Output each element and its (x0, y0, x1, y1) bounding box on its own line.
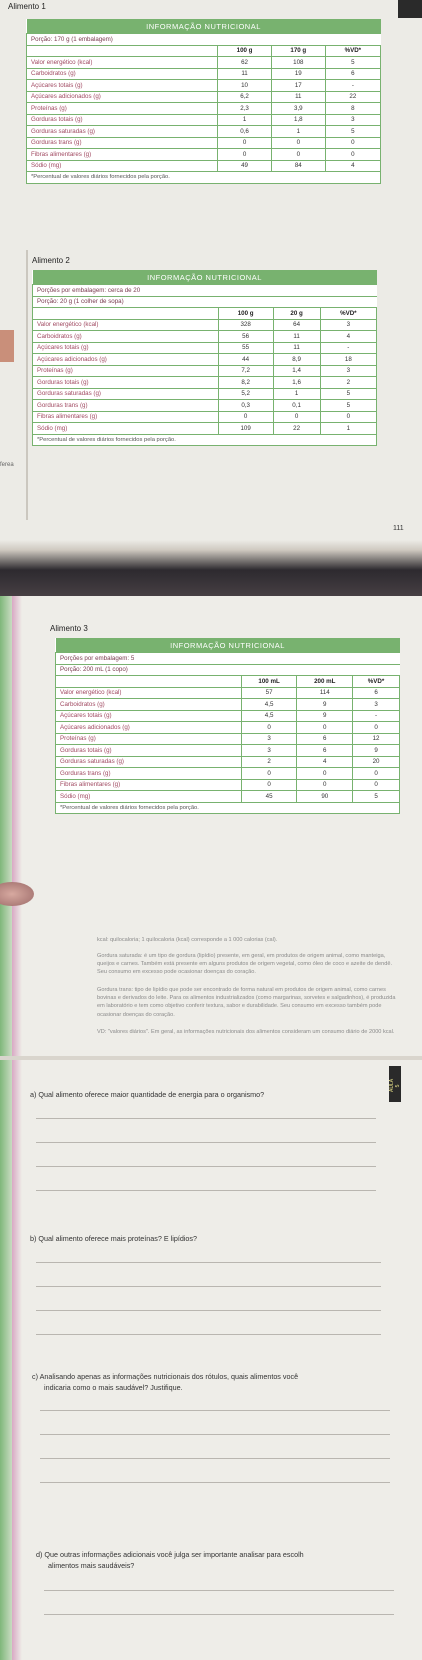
table-footnote-row (33, 434, 377, 446)
portion-info: Porção: 170 g (1 embalagem) (27, 34, 381, 46)
answer-line[interactable] (36, 1262, 381, 1263)
column-header: 100 g (218, 45, 272, 57)
nutrient-name: Proteínas (g) (27, 103, 218, 115)
value-per-100: 0 (241, 722, 297, 734)
nutrient-name: Gorduras totais (g) (56, 745, 242, 757)
table-row (33, 423, 377, 435)
daily-value-percent: 20 (353, 756, 400, 768)
table-row (33, 331, 377, 343)
value-per-100: 4,5 (241, 710, 297, 722)
table-header-row (56, 676, 400, 688)
nutrient-name: Fibras alimentares (g) (33, 411, 219, 423)
answer-line[interactable] (40, 1458, 390, 1459)
table-row (56, 710, 400, 722)
table-info-row (56, 664, 400, 676)
table-row (27, 126, 381, 138)
daily-value-percent: 5 (320, 400, 376, 412)
daily-value-percent: 3 (353, 699, 400, 711)
table-row (27, 68, 381, 80)
table-info-row (56, 653, 400, 665)
answer-line[interactable] (36, 1190, 376, 1191)
value-per-100: 2 (241, 756, 297, 768)
nutrient-name: Gorduras totais (g) (27, 114, 218, 126)
question-d-continued: alimentos mais saudáveis? (48, 1561, 135, 1570)
portion-info: Porções por embalagem: 5 (56, 653, 400, 665)
daily-value-percent: 6 (325, 68, 380, 80)
answer-line[interactable] (36, 1166, 376, 1167)
table-row (56, 791, 400, 803)
daily-value-percent: 1 (320, 423, 376, 435)
note-saturated-fat: Gordura saturada: é um tipo de gordura (lipídio) presente, em geral, em produtos de origem animal, como manteiga, queijos e carnes. Também está presente em alguns produtos de origem vegetal, como óleo de coco e azeite de dendê. Seu consumo em excesso pode ocasionar doenças do coração. (97, 953, 392, 976)
value-per-100: 109 (218, 423, 273, 435)
nutrient-name: Açúcares adicionados (g) (56, 722, 242, 734)
corner-tab (398, 0, 422, 18)
answer-line[interactable] (36, 1118, 376, 1119)
column-header: %VD* (325, 45, 380, 57)
table-footnote-row (27, 172, 381, 184)
value-per-portion: 1 (273, 388, 320, 400)
nutrient-name: Fibras alimentares (g) (56, 779, 242, 791)
food-2-label: Alimento 2 (32, 256, 70, 265)
value-per-portion: 11 (271, 91, 325, 103)
answer-line[interactable] (36, 1142, 376, 1143)
value-per-100: 328 (218, 319, 273, 331)
page-bottom (0, 596, 422, 1660)
nutrient-name: Açúcares adicionados (g) (27, 91, 218, 103)
value-per-portion: 0,1 (273, 400, 320, 412)
nutrient-name: Valor energético (kcal) (27, 57, 218, 69)
value-per-portion: 108 (271, 57, 325, 69)
daily-value-percent: 8 (325, 103, 380, 115)
daily-value-percent: 0 (325, 149, 380, 161)
value-per-portion: 11 (273, 331, 320, 343)
answer-line[interactable] (44, 1590, 394, 1591)
column-header: 100 mL (241, 676, 297, 688)
table-row (27, 160, 381, 172)
value-per-100: 57 (241, 687, 297, 699)
sticky-note-edge (0, 330, 14, 362)
portion-info: Porções por embalagem: cerca de 20 (33, 285, 377, 297)
value-per-100: 44 (218, 354, 273, 366)
value-per-portion: 9 (297, 710, 353, 722)
daily-value-percent: - (353, 710, 400, 722)
value-per-portion: 0 (273, 411, 320, 423)
table-row (56, 779, 400, 791)
nutrient-name: Proteínas (g) (56, 733, 242, 745)
column-header: 200 mL (297, 676, 353, 688)
value-per-portion: 0 (297, 779, 353, 791)
daily-value-percent: 5 (353, 791, 400, 803)
table-row (56, 722, 400, 734)
table-row (56, 768, 400, 780)
note-daily-values: VD: "valores diários". Em geral, as informações nutricionais dos alimentos consideram um consumo diário de 2000 kcal. (97, 1029, 395, 1035)
column-header: %VD* (320, 308, 376, 320)
table-row (27, 57, 381, 69)
nutrition-table-3 (55, 638, 400, 814)
daily-value-percent: 3 (325, 114, 380, 126)
nutrient-name: Carboidratos (g) (27, 68, 218, 80)
daily-value-percent: 5 (325, 126, 380, 138)
value-per-portion: 6 (297, 733, 353, 745)
table-row (33, 411, 377, 423)
daily-value-percent: 0 (353, 722, 400, 734)
column-header: 20 g (273, 308, 320, 320)
nutrient-name: Gorduras trans (g) (27, 137, 218, 149)
answer-line[interactable] (36, 1334, 381, 1335)
nutrient-name: Gorduras totais (g) (33, 377, 219, 389)
table-info-row (33, 296, 377, 308)
table-footnote: *Percentual de valores diários fornecidos pela porção. (56, 802, 400, 814)
nutrient-name: Açúcares totais (g) (33, 342, 219, 354)
page-top (0, 0, 422, 560)
daily-value-percent: - (325, 80, 380, 92)
nutrient-name: Sódio (mg) (27, 160, 218, 172)
column-header: %VD* (353, 676, 400, 688)
lesson-side-tab-label: AULA 5 (389, 1078, 401, 1092)
table-row (56, 699, 400, 711)
value-per-portion: 17 (271, 80, 325, 92)
portion-info: Porção: 200 mL (1 copo) (56, 664, 400, 676)
value-per-portion: 0 (271, 149, 325, 161)
nutrient-name: Valor energético (kcal) (56, 687, 242, 699)
table-row (33, 388, 377, 400)
daily-value-percent: 0 (353, 779, 400, 791)
nutrient-name: Açúcares totais (g) (27, 80, 218, 92)
column-header: 100 g (218, 308, 273, 320)
daily-value-percent: 2 (320, 377, 376, 389)
value-per-100: 2,3 (218, 103, 272, 115)
daily-value-percent: 9 (353, 745, 400, 757)
table-row (56, 756, 400, 768)
green-margin-stripe (0, 596, 12, 1660)
daily-value-percent: 4 (320, 331, 376, 343)
nutrient-name: Gorduras saturadas (g) (33, 388, 219, 400)
answer-line[interactable] (40, 1434, 390, 1435)
value-per-100: 49 (218, 160, 272, 172)
value-per-100: 56 (218, 331, 273, 343)
nutrient-name: Gorduras saturadas (g) (56, 756, 242, 768)
nutrient-name: Sódio (mg) (56, 791, 242, 803)
nutrient-name: Gorduras trans (g) (56, 768, 242, 780)
daily-value-percent: 0 (325, 137, 380, 149)
answer-line[interactable] (36, 1286, 381, 1287)
answer-line[interactable] (44, 1614, 394, 1615)
value-per-portion: 0 (297, 722, 353, 734)
page-fold-2 (0, 1056, 422, 1060)
table-row (27, 103, 381, 115)
daily-value-percent: 18 (320, 354, 376, 366)
value-per-100: 0 (241, 768, 297, 780)
table-row (33, 400, 377, 412)
value-per-portion: 1,6 (273, 377, 320, 389)
value-per-100: 11 (218, 68, 272, 80)
table-row (33, 319, 377, 331)
daily-value-percent: 4 (325, 160, 380, 172)
table-row (27, 91, 381, 103)
nutrient-name: Açúcares adicionados (g) (33, 354, 219, 366)
nutrition-table-2 (32, 270, 377, 446)
value-per-100: 0,3 (218, 400, 273, 412)
table-header-row (33, 308, 377, 320)
pink-margin-stripe (12, 596, 22, 1660)
daily-value-percent: 12 (353, 733, 400, 745)
nutrient-name: Açúcares totais (g) (56, 710, 242, 722)
table-title-row (27, 19, 381, 34)
table-row (27, 137, 381, 149)
table-title-row (33, 270, 377, 285)
value-per-100: 10 (218, 80, 272, 92)
answer-line[interactable] (36, 1310, 381, 1311)
table-row (33, 365, 377, 377)
food-3-label: Alimento 3 (50, 624, 88, 633)
value-per-portion: 0 (271, 137, 325, 149)
header-blank (56, 676, 242, 688)
table-row (56, 745, 400, 757)
value-per-100: 7,2 (218, 365, 273, 377)
table-footnote: *Percentual de valores diários fornecidos pela porção. (27, 172, 381, 184)
question-c: c) Analisando apenas as informações nutricionais dos rótulos, quais alimentos você (32, 1372, 299, 1381)
nutrient-name: Proteínas (g) (33, 365, 219, 377)
value-per-100: 45 (241, 791, 297, 803)
column-header: 170 g (271, 45, 325, 57)
question-a: a) Qual alimento oferece maior quantidade de energia para o organismo? (30, 1090, 265, 1099)
table-info-row (27, 34, 381, 46)
value-per-portion: 19 (271, 68, 325, 80)
daily-value-percent: 22 (325, 91, 380, 103)
nutrient-name: Valor energético (kcal) (33, 319, 219, 331)
table-row (27, 80, 381, 92)
table-footnote: *Percentual de valores diários fornecidos pela porção. (33, 434, 377, 446)
table-title: INFORMAÇÃO NUTRICIONAL (27, 19, 381, 34)
value-per-portion: 0 (297, 768, 353, 780)
nutrient-name: Carboidratos (g) (56, 699, 242, 711)
note-kcal: kcal: quilocaloria; 1 quilocaloria (kcal) corresponde a 1 000 calorias (cal). (97, 937, 278, 943)
table-title: INFORMAÇÃO NUTRICIONAL (56, 638, 400, 653)
value-per-100: 3 (241, 745, 297, 757)
value-per-portion: 22 (273, 423, 320, 435)
nutrient-name: Gorduras saturadas (g) (27, 126, 218, 138)
table-row (27, 114, 381, 126)
value-per-100: 62 (218, 57, 272, 69)
nutrient-name: Fibras alimentares (g) (27, 149, 218, 161)
value-per-portion: 11 (273, 342, 320, 354)
value-per-portion: 64 (273, 319, 320, 331)
value-per-100: 4,5 (241, 699, 297, 711)
question-b: b) Qual alimento oferece mais proteínas? E lipídios? (30, 1234, 197, 1243)
answer-line[interactable] (40, 1482, 390, 1483)
header-blank (33, 308, 219, 320)
nutrition-table-1 (26, 19, 381, 184)
value-per-portion: 1,8 (271, 114, 325, 126)
answer-line[interactable] (40, 1410, 390, 1411)
lesson-side-tab (389, 1066, 401, 1102)
value-per-100: 0 (218, 411, 273, 423)
daily-value-percent: 5 (320, 388, 376, 400)
value-per-100: 55 (218, 342, 273, 354)
value-per-portion: 4 (297, 756, 353, 768)
finger-photo (0, 882, 34, 906)
value-per-portion: 1 (271, 126, 325, 138)
page-number: 111 (393, 525, 404, 532)
edge-text: ferea (0, 462, 14, 468)
table-info-row (33, 285, 377, 297)
nutrient-name: Carboidratos (g) (33, 331, 219, 343)
value-per-portion: 3,9 (271, 103, 325, 115)
daily-value-percent: 3 (320, 365, 376, 377)
value-per-100: 6,2 (218, 91, 272, 103)
table-row (33, 377, 377, 389)
table-title-row (56, 638, 400, 653)
question-d: d) Que outras informações adicionais você julga ser importante analisar para escolh (36, 1550, 304, 1559)
table-header-row (27, 45, 381, 57)
value-per-100: 1 (218, 114, 272, 126)
food-1-label: Alimento 1 (8, 2, 46, 11)
value-per-100: 0 (241, 779, 297, 791)
value-per-portion: 9 (297, 699, 353, 711)
value-per-100: 5,2 (218, 388, 273, 400)
value-per-portion: 6 (297, 745, 353, 757)
value-per-portion: 84 (271, 160, 325, 172)
value-per-100: 8,2 (218, 377, 273, 389)
table-footnote-row (56, 802, 400, 814)
table-row (56, 687, 400, 699)
value-per-100: 0 (218, 149, 272, 161)
daily-value-percent: 0 (320, 411, 376, 423)
header-blank (27, 45, 218, 57)
value-per-100: 0,6 (218, 126, 272, 138)
table-row (27, 149, 381, 161)
table-title: INFORMAÇÃO NUTRICIONAL (33, 270, 377, 285)
note-trans-fat: Gordura trans: tipo de lipídio que pode ser encontrado de forma natural em produtos de origem animal, como carnes bovinas e derivados do leite. Para os alimentos industrializados (como margarinas, sorvetes e salgadinhos), é produzida em laboratório e tem como objetivo conferir textura, sabor e durabilidade. Seu consumo em excesso também pode ocasionar doenças do coração. (97, 987, 396, 1018)
value-per-portion: 90 (297, 791, 353, 803)
daily-value-percent: 6 (353, 687, 400, 699)
daily-value-percent: 0 (353, 768, 400, 780)
value-per-100: 3 (241, 733, 297, 745)
question-c-continued: indicaria como o mais saudável? Justifique. (44, 1383, 183, 1392)
table-row (33, 354, 377, 366)
page-fold (26, 250, 28, 520)
table-row (56, 733, 400, 745)
portion-info: Porção: 20 g (1 colher de sopa) (33, 296, 377, 308)
daily-value-percent: 3 (320, 319, 376, 331)
daily-value-percent: - (320, 342, 376, 354)
nutrient-name: Gorduras trans (g) (33, 400, 219, 412)
value-per-100: 0 (218, 137, 272, 149)
value-per-portion: 114 (297, 687, 353, 699)
table-row (33, 342, 377, 354)
value-per-portion: 1,4 (273, 365, 320, 377)
value-per-portion: 8,9 (273, 354, 320, 366)
nutrient-name: Sódio (mg) (33, 423, 219, 435)
daily-value-percent: 5 (325, 57, 380, 69)
